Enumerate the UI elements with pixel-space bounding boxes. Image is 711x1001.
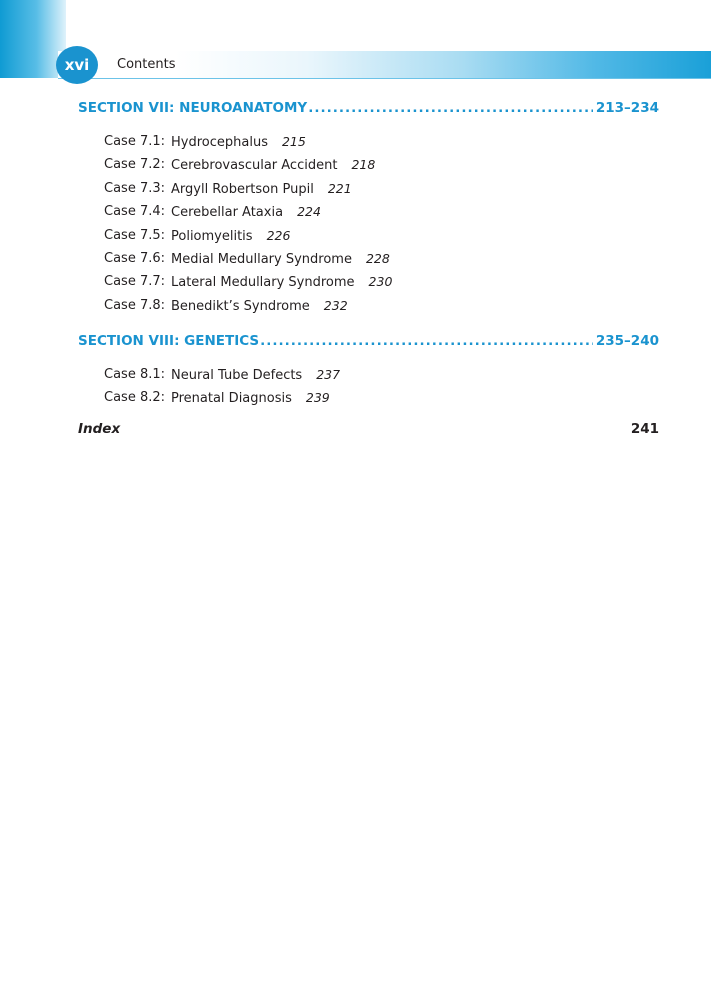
toc-entry[interactable] [78,270,659,293]
case-number: Case 7.6: [104,250,166,266]
toc-entry[interactable] [78,247,659,270]
toc-section [78,100,659,317]
case-title: Cerebrovascular Accident [171,158,338,174]
toc-entry[interactable] [78,130,659,153]
index-label: Index [78,421,121,437]
case-title-group [171,177,352,201]
case-title: Poliomyelitis [171,228,253,244]
case-title-group [171,294,348,318]
case-number: Case 7.3: [104,180,166,196]
toc-section [78,333,659,410]
case-title-group [171,200,321,224]
case-page-number: 237 [316,367,341,382]
dot-leader [260,333,593,349]
running-head: Contents [117,57,176,72]
toc-entry[interactable] [78,386,659,409]
case-title-group [171,153,375,177]
case-list [78,363,659,410]
case-title-group [171,247,390,271]
section-title: SECTION VII: NEUROANATOMY [78,100,308,116]
case-page-number: 221 [327,180,352,196]
toc-entry[interactable] [78,153,659,176]
index-entry[interactable] [78,421,659,441]
section-title: SECTION VIII: GENETICS [78,333,260,349]
toc-entry[interactable] [78,177,659,200]
case-title-group [171,363,340,387]
case-page-number: 239 [305,390,330,406]
case-number: Case 8.1: [104,367,166,382]
case-title: Hydrocephalus [171,135,268,150]
case-number: Case 7.1: [104,134,166,149]
toc-entry[interactable] [78,224,659,247]
case-page-number: 215 [281,134,306,149]
case-number: Case 7.4: [104,204,166,220]
case-title: Neural Tube Defects [171,368,303,383]
case-title: Medial Medullary Syndrome [171,251,352,267]
case-title: Cerebellar Ataxia [171,205,284,221]
case-title: Benedikt’s Syndrome [171,298,310,314]
section-page-range: 235–240 [595,333,659,349]
dot-leader [308,100,593,116]
case-page-number: 224 [297,204,321,220]
case-page-number: 228 [365,250,390,266]
case-list [78,130,659,317]
index-page-number: 241 [630,421,659,437]
case-title-group [171,130,306,154]
case-number: Case 7.8: [104,297,166,313]
case-page-number: 232 [323,297,348,313]
section-heading[interactable] [78,333,659,349]
case-number: Case 7.5: [104,227,166,243]
case-number: Case 7.7: [104,274,166,290]
page-number-badge: xvi [56,46,98,84]
case-title: Argyll Robertson Pupil [171,181,314,197]
toc-entry[interactable] [78,200,659,223]
case-page-number: 218 [351,157,376,173]
section-page-range: 213–234 [595,100,659,116]
case-title-group [171,386,330,410]
toc-entry[interactable] [78,363,659,386]
header-rule [58,78,711,79]
case-title-group [171,270,392,294]
section-heading[interactable] [78,100,659,116]
case-title-group [171,224,290,248]
case-title: Prenatal Diagnosis [171,391,292,407]
toc-entry[interactable] [78,294,659,317]
case-number: Case 8.2: [104,390,166,406]
case-number: Case 7.2: [104,157,166,173]
case-page-number: 226 [266,227,291,243]
case-page-number: 230 [368,274,393,290]
case-title: Lateral Medullary Syndrome [171,275,355,291]
